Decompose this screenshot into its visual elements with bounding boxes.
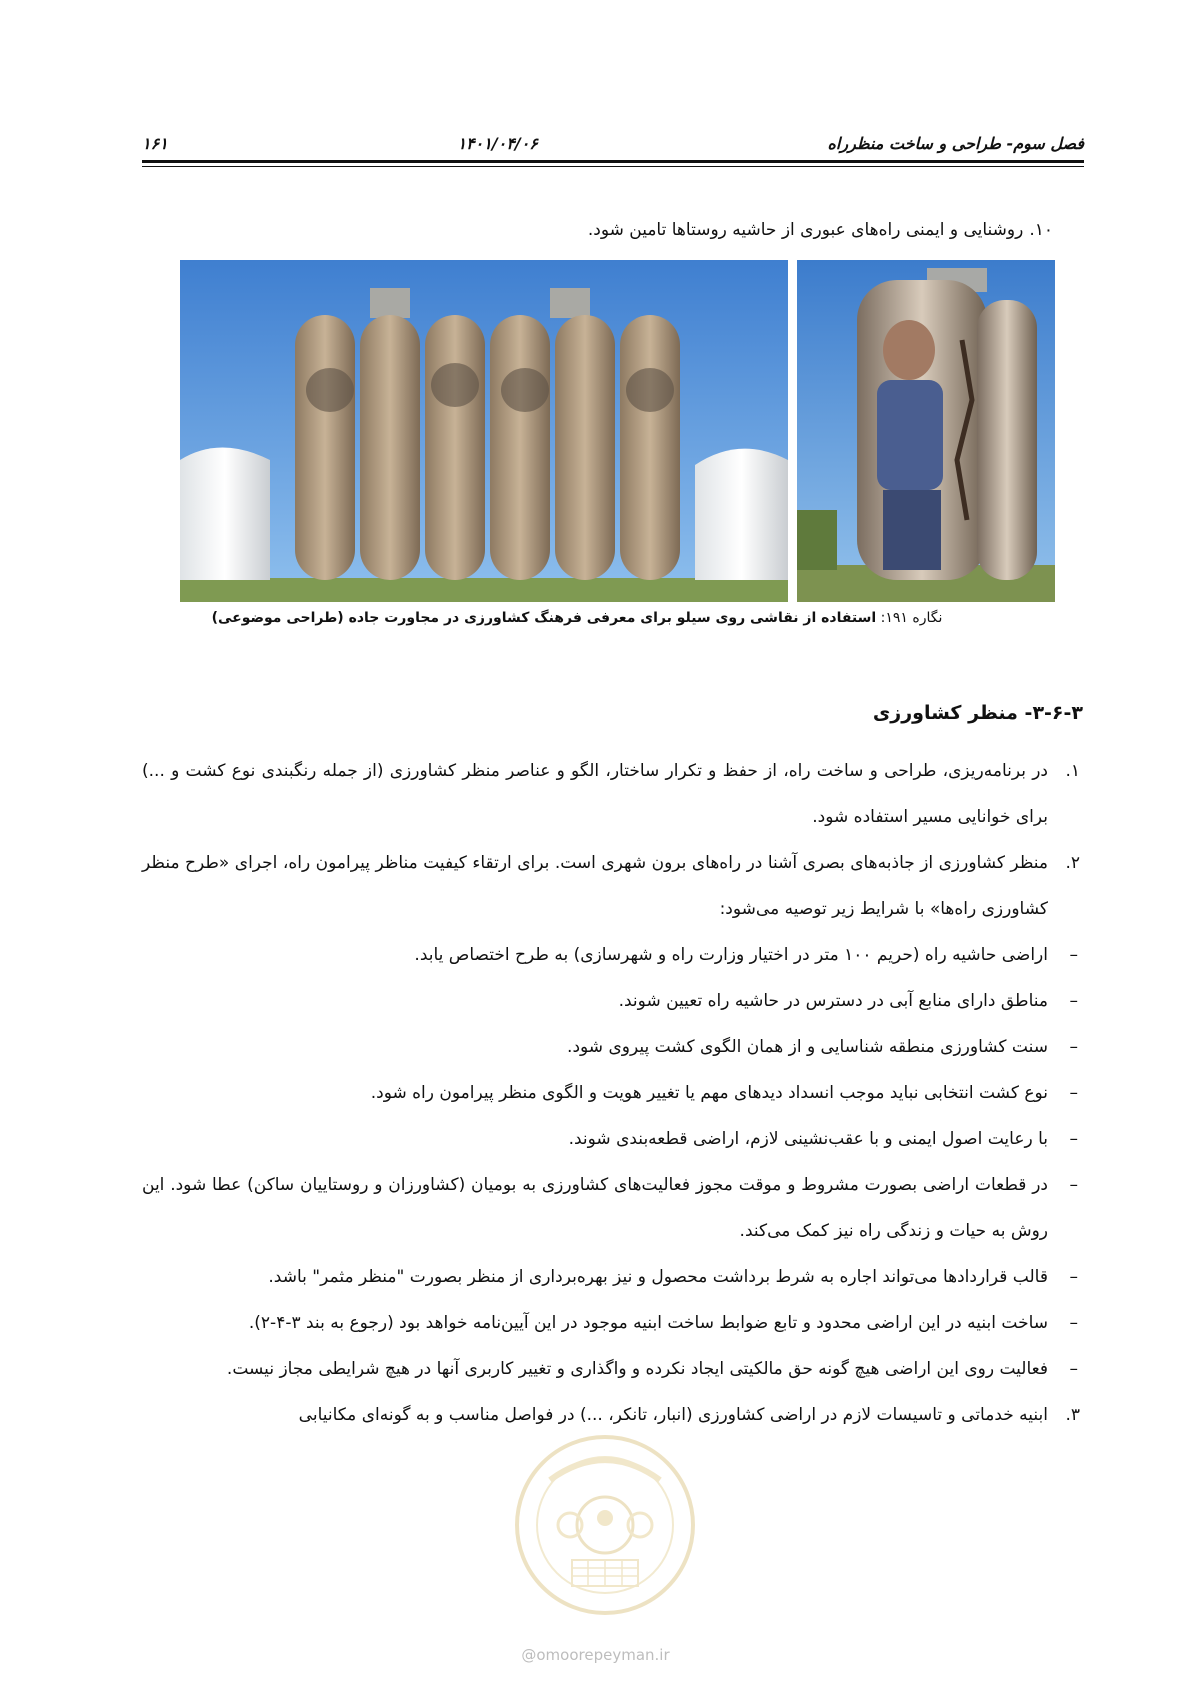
list-item-1 <box>142 748 1084 840</box>
bullet-item: – قالب قراردادها می‌تواند اجاره به شرط برداشت محصول و نیز بهره‌برداری از منظر بصورت "منظر مثمر" باشد. <box>268 1267 1078 1287</box>
header-date: ۱۴۰۱/۰۴/۰۶ <box>457 133 538 153</box>
bullet-item: – در قطعات اراضی بصورت مشروط و موقت مجوز فعالیت‌های کشاورزی به بومیان (کشاورزان و روستاییان ساکن) عطا شود. این روش به حیات و زندگی راه نیز کمک می‌کند. <box>142 1175 1078 1241</box>
bullet-item: – اراضی حاشیه راه (حریم ۱۰۰ متر در اختیار وزارت راه و شهرسازی) به طرح اختصاص یابد. <box>414 945 1078 965</box>
bullet-item: – سنت کشاورزی منطقه شناسایی و از همان الگوی کشت پیروی شود. <box>567 1037 1078 1057</box>
section-heading: ۳-۶-۳- منظر کشاورزی <box>872 702 1083 724</box>
item-text: در برنامه‌ریزی، طراحی و ساخت راه، از حفظ و تکرار ساختار، الگو و عناصر منظر کشاورزی (از جمله رنگبندی نوع کشت و ...) برای خوانایی مسیر استفاده شود. <box>142 761 1048 827</box>
bullet-text: مناطق دارای منابع آبی در دسترس در حاشیه راه تعیین شوند. <box>618 991 1048 1011</box>
page-header <box>142 130 1084 156</box>
bullet-item: – با رعایت اصول ایمنی و با عقب‌نشینی لازم، اراضی قطعه‌بندی شوند. <box>568 1129 1078 1149</box>
chapter-title: فصل سوم- طراحی و ساخت منظرراه <box>827 133 1084 153</box>
caption-text: استفاده از نقاشی روی سیلو برای معرفی فرهنگ کشاورزی در مجاورت جاده (طراحی موضوعی) <box>211 610 877 626</box>
bullet-text: فعالیت روی این اراضی هیچ گونه حق مالکیتی ایجاد نکرده و واگذاری و تغییر کاربری آنها در هیچ شرایطی مجاز نیست. <box>226 1359 1048 1379</box>
silo-mural-photo-left <box>180 260 788 602</box>
item-number: ۳. <box>1065 1405 1080 1425</box>
watermark-seal-icon <box>510 1430 700 1620</box>
bullet-text: با رعایت اصول ایمنی و با عقب‌نشینی لازم، اراضی قطعه‌بندی شوند. <box>568 1129 1048 1149</box>
bullet-text: ساخت ابنیه در این اراضی محدود و تابع ضوابط ساخت ابنیه موجود در این آیین‌نامه خواهد بود (رجوع به بند ۳-۴-۲). <box>248 1313 1048 1333</box>
bullet-item: – فعالیت روی این اراضی هیچ گونه حق مالکیتی ایجاد نکرده و واگذاری و تغییر کاربری آنها در هیچ شرایطی مجاز نیست. <box>226 1359 1078 1379</box>
item-number: ۱۰. <box>1029 220 1053 240</box>
bullet-item: – مناطق دارای منابع آبی در دسترس در حاشیه راه تعیین شوند. <box>618 991 1078 1011</box>
list-item-10 <box>588 220 1053 240</box>
watermark-site: @omoorepeyman.ir <box>521 1646 670 1664</box>
figure-caption <box>180 610 974 626</box>
silo-mural-photo-right <box>797 260 1055 602</box>
item-number: ۱. <box>1065 761 1080 781</box>
bullet-item: – نوع کشت انتخابی نباید موجب انسداد دیدهای مهم یا تغییر هویت و الگوی منظر پیرامون راه شود. <box>370 1083 1078 1103</box>
caption-label: نگاره ۱۹۱: <box>880 610 943 626</box>
item-text: منظر کشاورزی از جاذبه‌های بصری آشنا در راه‌های برون شهری است. برای ارتقاء کیفیت مناظر پیرامون راه، اجرای «طرح منظر کشاورزی راه‌ها» با شرایط زیر توصیه می‌شود: <box>142 853 1048 919</box>
bullet-text: اراضی حاشیه راه (حریم ۱۰۰ متر در اختیار وزارت راه و شهرسازی) به طرح اختصاص یابد. <box>414 945 1048 965</box>
item-text: ابنیه خدماتی و تاسیسات لازم در اراضی کشاورزی (انبار، تانکر، ...) در فواصل مناسب و به گونه‌ای مکانیابی <box>298 1405 1048 1425</box>
item-number: ۲. <box>1065 853 1080 873</box>
item-text: روشنایی و ایمنی راه‌های عبوری از حاشیه روستاها تامین شود. <box>587 220 1024 240</box>
bullet-text: سنت کشاورزی منطقه شناسایی و از همان الگوی کشت پیروی شود. <box>567 1037 1048 1057</box>
bullet-text: قالب قراردادها می‌تواند اجاره به شرط برداشت محصول و نیز بهره‌برداری از منظر بصورت "منظر مثمر" باشد. <box>268 1267 1048 1287</box>
list-item-2 <box>142 840 1084 932</box>
header-rule-thin <box>142 166 1084 167</box>
body-content <box>142 748 1084 1438</box>
bullet-text: در قطعات اراضی بصورت مشروط و موقت مجوز فعالیت‌های کشاورزی به بومیان (کشاورزان و روستاییان ساکن) عطا شود. این روش به حیات و زندگی راه نیز کمک می‌کند. <box>142 1175 1048 1241</box>
header-rule <box>142 160 1084 163</box>
bullet-item: – ساخت ابنیه در این اراضی محدود و تابع ضوابط ساخت ابنیه موجود در این آیین‌نامه خواهد بود (رجوع به بند ۳-۴-۲). <box>248 1313 1078 1333</box>
page-number: ۱۶۱ <box>142 133 168 153</box>
bullet-text: نوع کشت انتخابی نباید موجب انسداد دیدهای مهم یا تغییر هویت و الگوی منظر پیرامون راه شود. <box>370 1083 1048 1103</box>
